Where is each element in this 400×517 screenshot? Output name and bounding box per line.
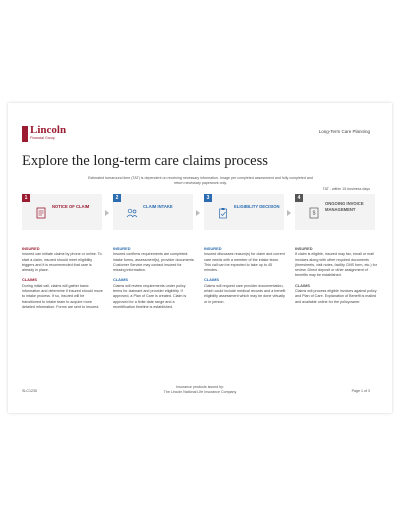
step-number: 2 xyxy=(113,194,121,202)
footer-page-number: Page 1 of 3 xyxy=(351,389,370,393)
process-steps xyxy=(22,194,378,230)
logo-name: Lincoln xyxy=(30,124,67,136)
logo-mark-icon xyxy=(22,126,28,142)
column-notice-of-claim xyxy=(22,246,104,314)
claims-heading: CLAIMS xyxy=(204,277,219,283)
intro-text: Estimated turnaround time (TAT) is dependent on receiving necessary information. Image per completed assessment and fully completed and return necessary paperwork only. xyxy=(88,176,313,185)
document-page xyxy=(8,103,392,413)
lincoln-logo xyxy=(22,125,66,142)
invoice-icon xyxy=(308,207,320,219)
claims-text: Claims will request care provider documentation, which could include medical records and a benefit eligibility assessment which may be done virtually or in person. xyxy=(204,283,286,304)
svg-text:$: $ xyxy=(312,210,316,217)
clipboard-icon xyxy=(217,207,229,219)
claims-heading: CLAIMS xyxy=(22,277,37,283)
claims-heading: CLAIMS xyxy=(113,277,128,283)
step-notice-of-claim xyxy=(22,194,102,230)
step-label: ELIGIBILITY DECISION xyxy=(234,204,280,209)
column-claim-intake xyxy=(113,246,195,314)
step-number: 4 xyxy=(295,194,303,202)
step-number: 3 xyxy=(204,194,212,202)
step-eligibility-decision xyxy=(204,194,284,230)
claims-text: Claims will review requirements under policy terms for claimant and provider eligibility. If approved, a Plan of Care is created. Claim is approved for a finite date range and a recertification timeline is established. xyxy=(113,283,187,309)
insured-heading: INSURED xyxy=(295,246,313,251)
column-eligibility-decision xyxy=(204,246,286,309)
claims-heading: CLAIMS xyxy=(295,282,310,288)
footer-issuer-line2: The Lincoln National Life Insurance Company xyxy=(163,389,237,394)
insured-text: If claim is eligible, insured may fax, email or mail invoices along with other required documents (timesheets, visit notes, facility CMS form, etc.) for review. Direct deposit or other assignment of benefits may be established. xyxy=(295,252,377,278)
insured-text: Insured discusses reason(s) for claim and current care needs with a member of the intake team. This call can be expected to take up to 45 minutes. xyxy=(204,252,285,273)
people-icon xyxy=(126,207,138,219)
footer-issuer xyxy=(8,385,392,394)
step-claim-intake xyxy=(113,194,193,230)
arrow-icon xyxy=(196,210,200,216)
document-icon xyxy=(35,207,47,219)
logo-subtitle: Financial Group xyxy=(30,136,55,140)
turnaround-estimate: TAT - within 15 business days xyxy=(322,187,370,191)
insured-heading: INSURED xyxy=(204,246,222,251)
step-label: CLAIM INTAKE xyxy=(143,204,173,209)
section-label: Long-Term Care Planning xyxy=(318,129,370,134)
footer-issuer-line1: Insurance products issued by: xyxy=(176,385,224,389)
page-title: Explore the long-term care claims process xyxy=(22,153,268,169)
arrow-icon xyxy=(105,210,109,216)
column-ongoing-invoice-management xyxy=(295,246,377,309)
insured-heading: INSURED xyxy=(22,246,40,251)
arrow-icon xyxy=(287,210,291,216)
step-label: ONGOING INVOICE MANAGEMENT xyxy=(325,201,364,212)
insured-heading: INSURED xyxy=(113,246,131,251)
claims-text: Claims will process eligible invoices against policy and Plan of Care. Explanation of Benefit is mailed and available online for the policyowner. xyxy=(295,289,377,304)
footer-form-number: SLC1235 xyxy=(22,389,37,393)
step-label: NOTICE OF CLAIM xyxy=(52,204,90,209)
step-ongoing-invoice-management xyxy=(295,194,375,230)
insured-text: Insured confirms requirements are completed: intake forms, assessment(s), provider documents. Customer Service may contact insured for missing information. xyxy=(113,252,195,273)
claims-text: During initial call, claims will gather basic information and determine if insured should move to intake process. If so, insured will be transitioned to intake team to acquire more detailed information. Forms are sent to insured. xyxy=(22,283,103,309)
step-number: 1 xyxy=(22,194,30,202)
insured-text: Insured can initiate claims by phone or online. To start a claim, insured should meet eligibility triggers and it is recommended that care is already in place. xyxy=(22,252,102,273)
